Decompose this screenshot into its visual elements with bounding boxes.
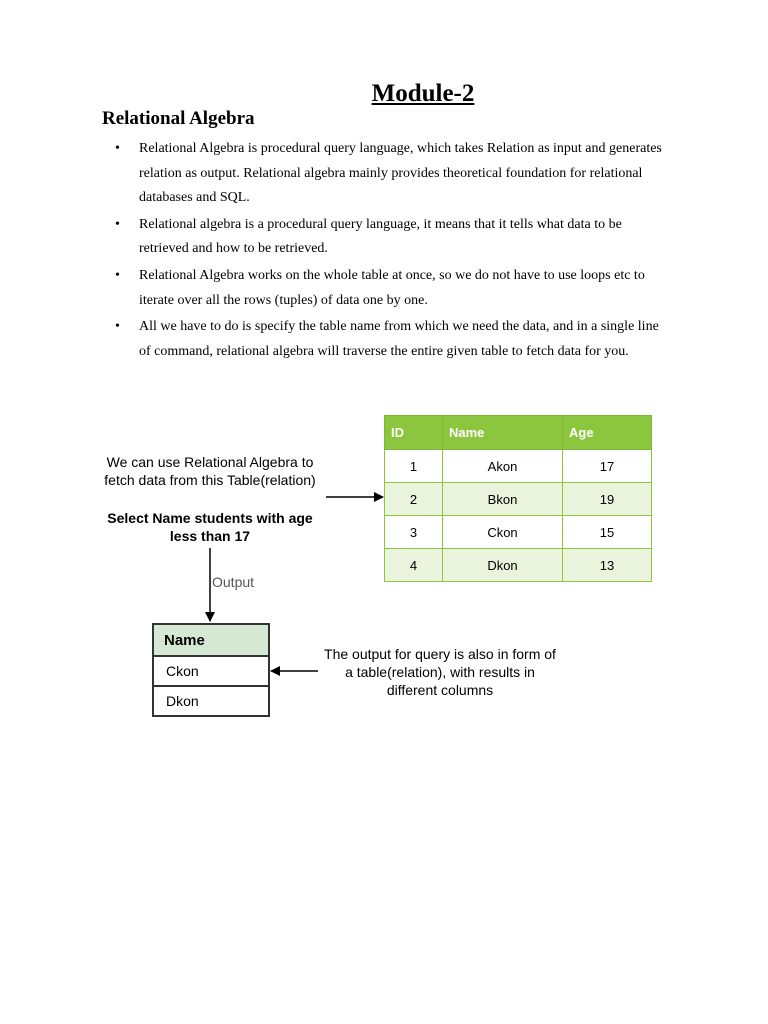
- output-table: [152, 623, 270, 717]
- bullet-item: • All we have to do is specify the table name from which we need the data, and in a single line of command, relational algebra will traverse the entire given table to fetch data for you.: [112, 315, 672, 364]
- bullet-item: • Relational algebra is a procedural query language, it means that it tells what data to be retrieved and how to be retrieved.: [112, 213, 672, 262]
- module-title: Module-2: [371, 80, 475, 107]
- intro-text-line: We can use Relational Algebra to: [106, 454, 314, 470]
- output-note-line: a table(relation), with results in: [345, 664, 535, 680]
- table-cell: 15: [563, 516, 652, 549]
- intro-text-line: fetch data from this Table(relation): [104, 472, 316, 488]
- table-row: [385, 549, 652, 582]
- table-cell: 19: [563, 483, 652, 516]
- bullet-item: • Relational Algebra is procedural query language, which takes Relation as input and generates relation as output. Relational algebra mainly provides theoretical foundation for relational databases and SQL.: [112, 137, 672, 211]
- table-row: [385, 483, 652, 516]
- table-cell: Bkon: [443, 483, 563, 516]
- query-text-line: less than 17: [169, 528, 251, 544]
- table-cell: 2: [385, 483, 443, 516]
- table-row: [385, 450, 652, 483]
- query-text-line: Select Name students with age: [107, 510, 313, 526]
- source-header-id: ID: [385, 416, 443, 450]
- output-table-header-row: [153, 624, 269, 656]
- source-table: [384, 415, 652, 582]
- table-cell: Akon: [443, 450, 563, 483]
- output-label: Output: [212, 574, 255, 590]
- table-cell: 3: [385, 516, 443, 549]
- bullet-item: • Relational Algebra works on the whole table at once, so we do not have to use loops etc to iterate over all the rows (tuples) of data one by one.: [112, 264, 672, 313]
- table-cell: 4: [385, 549, 443, 582]
- table-row: [385, 516, 652, 549]
- table-cell: Dkon: [443, 549, 563, 582]
- source-header-name: Name: [443, 416, 563, 450]
- source-header-age: Age: [563, 416, 652, 450]
- source-table-header-row: [385, 416, 652, 450]
- table-cell: 17: [563, 450, 652, 483]
- output-note-line: different columns: [386, 682, 494, 698]
- table-cell: 1: [385, 450, 443, 483]
- output-note-line: The output for query is also in form of: [324, 646, 556, 662]
- table-row: [153, 656, 269, 686]
- table-cell: Ckon: [153, 656, 269, 686]
- section-title: Relational Algebra: [102, 108, 255, 129]
- table-cell: Ckon: [443, 516, 563, 549]
- table-cell: Dkon: [153, 686, 269, 716]
- table-cell: 13: [563, 549, 652, 582]
- output-header-name: Name: [153, 624, 269, 656]
- table-row: [153, 686, 269, 716]
